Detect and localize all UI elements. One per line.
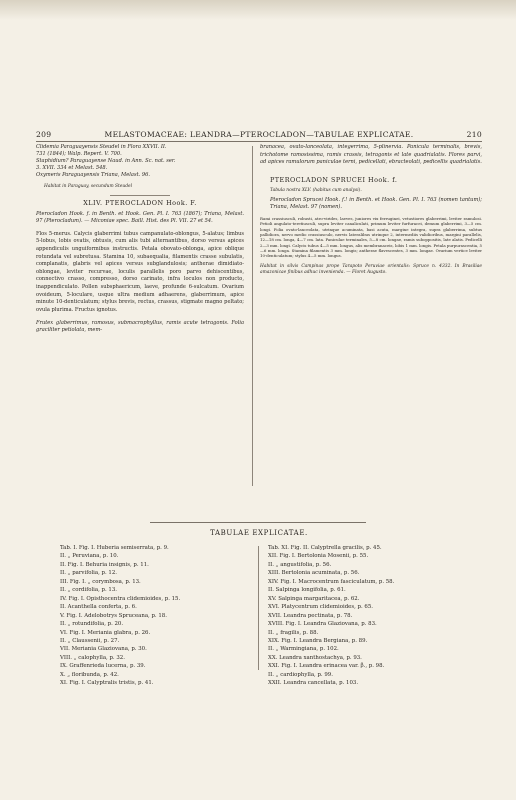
plate-entry: VII. Meriania Glaziovana, p. 30. xyxy=(60,646,147,653)
plate-entry: XIV. Fig. I. Macrocentrum fasciculatum, p. 58. xyxy=(268,578,395,585)
species-heading: PTEROCLADON SPRUCEI Hook. f. xyxy=(270,175,398,184)
plate-entry: IX. Graffenrieda lucerna, p. 39. xyxy=(60,663,146,670)
habitat-text: Habitat in Paraguay, secundum Steudel xyxy=(44,184,133,190)
plate-entry: II. „ cordifolia, p. 13. xyxy=(60,587,117,594)
genus-description: Flos 5-merus. Calycis glaberrimi tubus campanulato-oblongus, 5-alatus; limbus 5-lobus, lobis ovatis, obtusis, cum alis tubi alternantibus, dorso versus apices appendiculis unguiformibus instructis. Petala obovato-oblonga, apice oblique rotundata vel subretusa. Stamina 10, subaequalia, filamentis crasse subulatis, complanatis, glabris vel apices versus subglandulosis; antherae dimidiato-oblongae, leviter recurvae, loculis parallelis poro parvo dehiscentibus, connectivo crasso, compresso, dorso carinato, infra loculos non producto, inappendiculato. Pollen subsphaericum, laeve, profunde 6-sulcatum. Ovarium ovoideum, 5-loculare, usque ultra medium adhaerens, glaberrimum, apice minute 10-denticulatum; stylus brevis, rectus, crassus, stigmate magno peltato; ovula plurima. Fructus ignotus. xyxy=(36,230,244,313)
section-rule xyxy=(150,522,366,523)
plate-entry: II. „ cardiophylla, p. 99. xyxy=(268,671,333,678)
plate-entry: V. Fig. I. Adelobotrys Spruceana, p. 18. xyxy=(60,612,167,619)
plate-entry: II. „ Claussenii, p. 27. xyxy=(60,637,120,644)
plate-entry: II. „ rotundifolia, p. 20. xyxy=(60,621,124,628)
species-description: Rami crassiusculi, robusti, atro-virides, laeves, juniores vix ferruginei, vetustiores glaberrimi, leviter ramulosi. Petioli angulato-teretiusculi, supra leviter canaliculati, primum leviter furfuracei, demum glaberrimi, 3—5 cm. longi. Folia ovato-lanceolata, utrinque acuminata, basi acuta, margine integra, supra glaberrima, subtus pallidiora, nervo medio crassiusculo, nervis lateralibus utrinque 2, intermediis validioribus, margini parallelis, 12—18 cm. longa, 4—7 cm. lata. Paniculae terminales, 5—8 cm. longae, ramis suboppositis, late alatis. Pedicelli 2—3 mm. longi. Calycis tubus 4—5 mm. longus, alis membranaceis, lobis 1 mm. longis. Petala purpurascentia, 5—6 mm. longa. Stamina filamentis 3 mm. longis; antherae flavescentes, 3 mm. longae. Ovarium vertice leviter 10-denticulatum; stylus 4—5 mm. longus. xyxy=(260,216,482,259)
synonym-line: 3. XVII. 334 et Melast. 548. xyxy=(36,165,108,172)
header-title: MELASTOMACEAE: LEANDRA—PTEROCLADON—TABULAE EXPLICATAE. xyxy=(104,130,414,139)
plate-entry: Tab. I. Fig. I. Huberia semiserrata, p. 9. xyxy=(60,545,169,551)
synonym-line: Oxymeris Paraguayensis Triana, Melast. 96. xyxy=(36,172,150,179)
right-column xyxy=(260,144,482,276)
synonym-list xyxy=(36,144,244,179)
synonym-line: 731 (1844); Walp. Repert. V. 700. xyxy=(36,151,122,158)
left-column xyxy=(36,144,244,335)
species-habitat: Habitat in silvis Campinas prope Tarapoto Peruviae orientalis: Spruce n. 4332. In Brasiliae amazonicae finibus adhuc invenienda. — Floret Augusto. xyxy=(260,263,482,275)
plate-entry: VI. Fig. I. Meriania glabra, p. 26. xyxy=(60,629,151,636)
species-synonymy: Pterocladon Sprucei Hook. f.! in Benth. et Hook. Gen. Pl. I. 763 (nomen tantum); Triana, Melast. 97 (nomen). xyxy=(270,196,482,211)
plate-entry: XII. Fig. I. Bertolonia Mosenii, p. 55. xyxy=(268,553,369,560)
plate-entry: XXI. Fig. I. Leandra erinacea var. β., p. 98. xyxy=(268,663,385,670)
tabula-reference: Tabula nostra XLV. (habitus cum analysi). xyxy=(270,187,362,193)
plate-entry: III. Fig. I. „ corymbosa, p. 13. xyxy=(60,578,141,585)
plate-entry: XV. Salpinga margaritacea, p. 62. xyxy=(268,595,360,602)
page-number-right: 210 xyxy=(466,130,482,139)
plate-entry: II. „ angustifolia, p. 56. xyxy=(268,561,332,568)
plates-list-left xyxy=(60,544,250,688)
habit-description: Frutex glaberrimus, ramosus, submacrophyllus, ramis acute tetragonis. Folia graciliter petiolata, mem- xyxy=(36,320,244,334)
genus-synonymy: Pterocladon Hook. f. in Benth. et Hook. Gen. Pl. I. 763 (1867); Triana, Melast. 97 (Pterocladum). — Miconiae spec. Baill. Hist. des Pl. VII. 27 et 54. xyxy=(36,210,244,224)
tabulae-divider xyxy=(258,546,259,670)
plate-entry: II. „ Warmingiana, p. 102. xyxy=(268,646,339,653)
plate-entry: IV. Fig. I. Opisthocentra clidemioides, p. 15. xyxy=(60,595,181,602)
plate-entry: XVIII. Fig. I. Leandra Glaziovana, p. 83. xyxy=(268,621,377,628)
divider xyxy=(110,195,170,196)
tabulae-title: TABULAE EXPLICATAE. xyxy=(210,529,308,537)
plate-entry: XVII. Leandra pectinata, p. 78. xyxy=(268,612,353,619)
plate-entry: XVI. Platycentrum clidemioides, p. 65. xyxy=(268,604,373,611)
page-number-left: 209 xyxy=(36,130,52,139)
plate-entry: II. Salpinga longifolia, p. 61. xyxy=(268,587,346,594)
plate-entry: XXII. Leandra cancellata, p. 103. xyxy=(268,680,359,687)
plate-entry: II. „ Peruviana, p. 10. xyxy=(60,553,119,560)
plate-entry: VIII. „ calophylla, p. 32. xyxy=(60,654,125,661)
plate-entry: XI. Fig. I. Calyptralis tristis, p. 41. xyxy=(60,680,154,687)
synonym-line: Clidemia Paraguayensis Steudel in Flora XXVII. II. xyxy=(36,144,167,150)
habit-continuation: branacea, ovato-lanceolata, integerrima, 5-plinervia. Panicula terminalis, brevis, trichotome ramosissima, ramis crassis, tetragonis et late quadrialatis. Flores parvi, ad apices ramulorum paniculae terni, pedicellati, ebracteolati, pedicellis quadrialatis. xyxy=(260,144,482,166)
plate-entry: II. „ fragilis, p. 88. xyxy=(268,629,319,636)
plate-entry: Tab. XI. Fig. II. Calyptrella gracilis, p. 45. xyxy=(268,545,382,551)
plate-entry: II. Acanthella conferta, p. 6. xyxy=(60,604,137,611)
plate-entry: II. Fig. I. Behuria insignis, p. 11. xyxy=(60,561,149,568)
column-divider xyxy=(252,146,253,486)
plate-entry: X. „ floribunda, p. 42. xyxy=(60,671,119,678)
plate-entry: XIII. Bertolonia acuminata, p. 56. xyxy=(268,570,360,577)
scan-edge xyxy=(0,0,516,20)
genus-heading: XLIV. PTEROCLADON Hook. F. xyxy=(83,198,197,207)
plate-entry: II. „ parvifolia, p. 12. xyxy=(60,570,117,577)
plate-entry: XX. Leandra xanthostachya, p. 93. xyxy=(268,654,362,661)
plate-entry: XIX. Fig. I. Leandra Bergiana, p. 89. xyxy=(268,637,368,644)
plates-list-right xyxy=(268,544,478,688)
synonym-line: Staphidium? Paraguayense Naud. in Ann. Sc. nat. ser. xyxy=(36,158,176,165)
header-rule xyxy=(36,141,482,142)
